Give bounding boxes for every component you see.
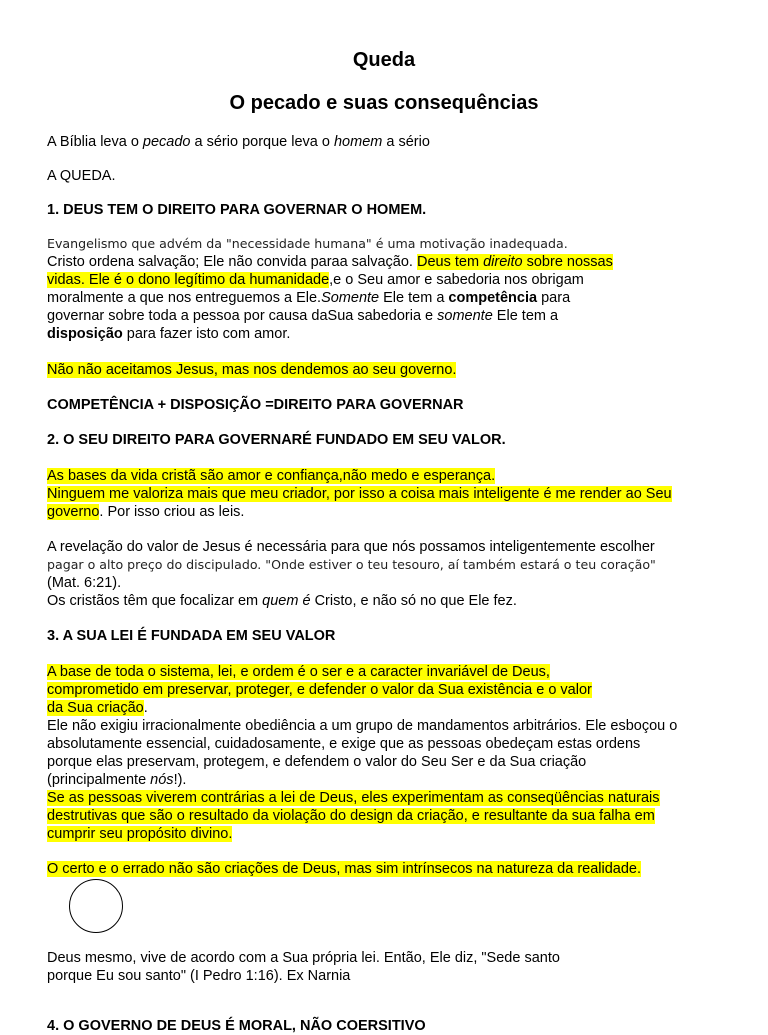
para3-line1: As bases da vida cristã são amor e confiança,não medo e esperança.	[47, 468, 496, 484]
para4-line3: (Mat. 6:21).	[47, 575, 122, 591]
intro-line: A Bíblia leva o pecado a sério porque leva o homem a sério	[47, 134, 430, 150]
para5-line9: destrutivas que são o resultado da violação do design da criação, e resultante da sua falha em	[47, 808, 655, 824]
para1-line4: moralmente a que nos entreguemos a Ele.Somente Ele tem a competência para	[47, 290, 571, 306]
para4-line4: Os cristãos têm que focalizar em quem é Cristo, e não só no que Ele fez.	[47, 593, 517, 609]
para5-line6: porque elas preservam, protegem, e defendem o valor do Seu Ser e da Sua criação	[47, 754, 587, 770]
para3-line2: Ninguem me valoriza mais que meu criador, por isso a coisa mais inteligente é me render ao Seu	[47, 486, 672, 502]
heading-1: 1. DEUS TEM O DIREITO PARA GOVERNAR O HOMEM.	[47, 202, 427, 218]
para4-line2: pagar o alto preço do discipulado. "Onde estiver o teu tesouro, aí também estará o teu coração"	[47, 557, 656, 572]
heading-3: 3. A SUA LEI É FUNDADA EM SEU VALOR	[47, 628, 336, 644]
a-queda-label: A QUEDA.	[47, 168, 116, 184]
circle-shape	[69, 879, 123, 933]
para5-line5: absolutamente essencial, cuidadosamente, e exige que as pessoas obedeçam estas ordens	[47, 736, 641, 752]
heading-2: 2. O SEU DIREITO PARA GOVERNARÉ FUNDADO EM SEU VALOR.	[47, 432, 506, 448]
para5-line2: comprometido em preservar, proteger, e defender o valor da Sua existência e o valor	[47, 682, 592, 698]
para5-line7: (principalmente nós!).	[47, 772, 187, 788]
para1-line1: Evangelismo que advém da "necessidade humana" é uma motivação inadequada.	[47, 236, 568, 251]
para5-line1: A base de toda o sistema, lei, e ordem é o ser e a caracter invariável de Deus,	[47, 664, 550, 680]
formula: COMPETÊNCIA + DISPOSIÇÃO =DIREITO PARA GOVERNAR	[47, 397, 464, 413]
para5-line3: da Sua criação.	[47, 700, 148, 716]
para5-line4: Ele não exigiu irracionalmente obediência a um grupo de mandamentos arbitrários. Ele esboçou o	[47, 718, 678, 734]
page-title: Queda	[352, 49, 416, 71]
para1-line3: vidas. Ele é o dono legítimo da humanidade,e o Seu amor e sabedoria nos obrigam	[47, 272, 584, 288]
para2: Não não aceitamos Jesus, mas nos dendemos ao seu governo.	[47, 362, 457, 378]
para3-line3: governo. Por isso criou as leis.	[47, 504, 245, 520]
para1-line5: governar sobre toda a pessoa por causa daSua sabedoria e somente Ele tem a	[47, 308, 559, 324]
para6: O certo e o errado não são criações de Deus, mas sim intrínsecos na natureza da realidade.	[47, 861, 642, 877]
para5-line8: Se as pessoas viverem contrárias a lei de Deus, eles experimentam as conseqüências naturais	[47, 790, 660, 806]
heading-4: 4. O GOVERNO DE DEUS É MORAL, NÃO COERSITIVO	[47, 1018, 426, 1034]
para1-line6: disposição para fazer isto com amor.	[47, 326, 291, 342]
para5-line10: cumprir seu propósito divino.	[47, 826, 233, 842]
para4-line1: A revelação do valor de Jesus é necessária para que nós possamos inteligentemente escolher	[47, 539, 655, 555]
para1-line2: Cristo ordena salvação; Ele não convida paraa salvação. Deus tem direito sobre nossas	[47, 254, 613, 270]
para7-line1: Deus mesmo, vive de acordo com a Sua própria lei. Então, Ele diz, "Sede santo	[47, 950, 560, 966]
para7-line2: porque Eu sou santo" (I Pedro 1:16). Ex Narnia	[47, 968, 351, 984]
page-subtitle: O pecado e suas consequências	[229, 92, 539, 114]
